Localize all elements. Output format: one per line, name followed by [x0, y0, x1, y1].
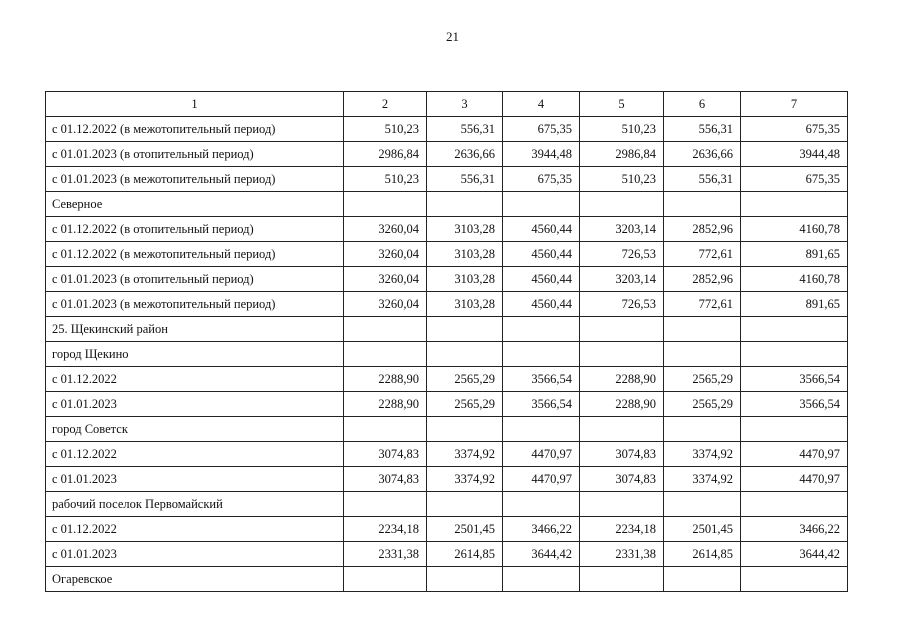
- value-cell: 510,23: [580, 167, 664, 192]
- value-cell: 2288,90: [580, 367, 664, 392]
- table-row: [46, 317, 848, 342]
- value-cell: 4470,97: [741, 467, 848, 492]
- value-cell: 3074,83: [580, 442, 664, 467]
- value-cell: 2501,45: [427, 517, 503, 542]
- value-cell: [344, 492, 427, 517]
- value-cell: [664, 567, 741, 592]
- value-cell: 3103,28: [427, 217, 503, 242]
- row-label: с 01.12.2022 (в межотопительный период): [46, 242, 344, 267]
- row-label: с 01.12.2022: [46, 442, 344, 467]
- row-label: город Советск: [46, 417, 344, 442]
- value-cell: 2614,85: [427, 542, 503, 567]
- row-label: с 01.01.2023 (в межотопительный период): [46, 292, 344, 317]
- value-cell: 726,53: [580, 242, 664, 267]
- table-row: [46, 117, 848, 142]
- value-cell: [344, 317, 427, 342]
- value-cell: [741, 317, 848, 342]
- value-cell: [427, 492, 503, 517]
- value-cell: 2331,38: [580, 542, 664, 567]
- table-row: [46, 192, 848, 217]
- value-cell: [580, 192, 664, 217]
- value-cell: 3566,54: [741, 392, 848, 417]
- header-cell-3: 3: [427, 92, 503, 117]
- value-cell: 726,53: [580, 292, 664, 317]
- value-cell: [741, 192, 848, 217]
- value-cell: 3260,04: [344, 242, 427, 267]
- table-row: [46, 542, 848, 567]
- row-label: Огаревское: [46, 567, 344, 592]
- row-label: Северное: [46, 192, 344, 217]
- table-row: [46, 442, 848, 467]
- value-cell: 4470,97: [503, 442, 580, 467]
- value-cell: 3074,83: [344, 442, 427, 467]
- row-label: с 01.12.2022 (в отопительный период): [46, 217, 344, 242]
- value-cell: 556,31: [427, 167, 503, 192]
- value-cell: 3103,28: [427, 242, 503, 267]
- row-label: с 01.01.2023 (в межотопительный период): [46, 167, 344, 192]
- value-cell: 3103,28: [427, 267, 503, 292]
- value-cell: 2234,18: [580, 517, 664, 542]
- value-cell: [344, 192, 427, 217]
- value-cell: [427, 192, 503, 217]
- value-cell: [427, 567, 503, 592]
- row-label: с 01.01.2023: [46, 392, 344, 417]
- header-cell-4: 4: [503, 92, 580, 117]
- row-label: с 01.12.2022: [46, 367, 344, 392]
- value-cell: [664, 317, 741, 342]
- value-cell: 3466,22: [741, 517, 848, 542]
- value-cell: 3074,83: [580, 467, 664, 492]
- value-cell: [741, 567, 848, 592]
- value-cell: 2565,29: [427, 367, 503, 392]
- value-cell: 2636,66: [427, 142, 503, 167]
- table-row: [46, 167, 848, 192]
- value-cell: 2565,29: [664, 392, 741, 417]
- value-cell: 556,31: [664, 167, 741, 192]
- value-cell: 891,65: [741, 292, 848, 317]
- table-row: [46, 467, 848, 492]
- header-cell-1: 1: [46, 92, 344, 117]
- value-cell: 675,35: [503, 117, 580, 142]
- value-cell: 2288,90: [344, 367, 427, 392]
- value-cell: 3374,92: [664, 467, 741, 492]
- table-row: [46, 417, 848, 442]
- value-cell: [503, 192, 580, 217]
- value-cell: [344, 342, 427, 367]
- value-cell: [580, 317, 664, 342]
- value-cell: 2288,90: [580, 392, 664, 417]
- value-cell: 4560,44: [503, 292, 580, 317]
- value-cell: 2565,29: [664, 367, 741, 392]
- header-cell-7: 7: [741, 92, 848, 117]
- value-cell: 3466,22: [503, 517, 580, 542]
- value-cell: 4470,97: [503, 467, 580, 492]
- value-cell: 3260,04: [344, 292, 427, 317]
- table-header: [46, 92, 848, 117]
- value-cell: 891,65: [741, 242, 848, 267]
- value-cell: 510,23: [344, 117, 427, 142]
- table-row: [46, 392, 848, 417]
- table-body: [46, 117, 848, 592]
- table-row: [46, 242, 848, 267]
- value-cell: 510,23: [580, 117, 664, 142]
- value-cell: 4560,44: [503, 267, 580, 292]
- value-cell: 772,61: [664, 242, 741, 267]
- value-cell: [344, 567, 427, 592]
- value-cell: 3203,14: [580, 267, 664, 292]
- value-cell: 2565,29: [427, 392, 503, 417]
- row-label: рабочий поселок Первомайский: [46, 492, 344, 517]
- value-cell: 2331,38: [344, 542, 427, 567]
- value-cell: 3644,42: [741, 542, 848, 567]
- value-cell: 4160,78: [741, 267, 848, 292]
- value-cell: 4160,78: [741, 217, 848, 242]
- row-label: с 01.01.2023 (в отопительный период): [46, 267, 344, 292]
- value-cell: [427, 342, 503, 367]
- value-cell: 3260,04: [344, 267, 427, 292]
- table-row: [46, 142, 848, 167]
- value-cell: [580, 417, 664, 442]
- table-row: [46, 267, 848, 292]
- value-cell: [503, 317, 580, 342]
- value-cell: [503, 342, 580, 367]
- value-cell: [664, 342, 741, 367]
- value-cell: 3374,92: [427, 442, 503, 467]
- table-row: [46, 517, 848, 542]
- value-cell: 3566,54: [741, 367, 848, 392]
- value-cell: [741, 492, 848, 517]
- row-label: 25. Щекинский район: [46, 317, 344, 342]
- value-cell: 772,61: [664, 292, 741, 317]
- value-cell: [580, 567, 664, 592]
- value-cell: 2852,96: [664, 217, 741, 242]
- table-row: [46, 567, 848, 592]
- value-cell: 4560,44: [503, 242, 580, 267]
- value-cell: 556,31: [427, 117, 503, 142]
- value-cell: 675,35: [741, 167, 848, 192]
- value-cell: [664, 192, 741, 217]
- value-cell: [503, 567, 580, 592]
- value-cell: 3074,83: [344, 467, 427, 492]
- value-cell: 556,31: [664, 117, 741, 142]
- table-row: [46, 492, 848, 517]
- page-number: 21: [446, 29, 459, 44]
- value-cell: 3103,28: [427, 292, 503, 317]
- table-row: [46, 342, 848, 367]
- header-cell-6: 6: [664, 92, 741, 117]
- tariff-table: [45, 91, 848, 592]
- value-cell: 2501,45: [664, 517, 741, 542]
- row-label: с 01.12.2022: [46, 517, 344, 542]
- value-cell: [427, 317, 503, 342]
- header-row: [46, 92, 848, 117]
- value-cell: 2636,66: [664, 142, 741, 167]
- value-cell: 3944,48: [503, 142, 580, 167]
- value-cell: [741, 417, 848, 442]
- value-cell: [503, 492, 580, 517]
- value-cell: [741, 342, 848, 367]
- value-cell: [344, 417, 427, 442]
- table-row: [46, 217, 848, 242]
- value-cell: 3944,48: [741, 142, 848, 167]
- table-row: [46, 292, 848, 317]
- value-cell: 2852,96: [664, 267, 741, 292]
- value-cell: 3203,14: [580, 217, 664, 242]
- header-cell-5: 5: [580, 92, 664, 117]
- value-cell: [580, 492, 664, 517]
- value-cell: 3566,54: [503, 367, 580, 392]
- value-cell: [503, 417, 580, 442]
- value-cell: 3374,92: [664, 442, 741, 467]
- value-cell: 675,35: [741, 117, 848, 142]
- value-cell: 2986,84: [344, 142, 427, 167]
- header-cell-2: 2: [344, 92, 427, 117]
- value-cell: 3644,42: [503, 542, 580, 567]
- value-cell: 4470,97: [741, 442, 848, 467]
- table-row: [46, 367, 848, 392]
- value-cell: 2614,85: [664, 542, 741, 567]
- value-cell: 675,35: [503, 167, 580, 192]
- value-cell: 3566,54: [503, 392, 580, 417]
- row-label: с 01.01.2023: [46, 467, 344, 492]
- value-cell: [664, 417, 741, 442]
- value-cell: 2288,90: [344, 392, 427, 417]
- row-label: с 01.01.2023 (в отопительный период): [46, 142, 344, 167]
- value-cell: 3374,92: [427, 467, 503, 492]
- value-cell: 4560,44: [503, 217, 580, 242]
- value-cell: 2986,84: [580, 142, 664, 167]
- row-label: с 01.12.2022 (в межотопительный период): [46, 117, 344, 142]
- row-label: с 01.01.2023: [46, 542, 344, 567]
- value-cell: 510,23: [344, 167, 427, 192]
- value-cell: 2234,18: [344, 517, 427, 542]
- value-cell: 3260,04: [344, 217, 427, 242]
- row-label: город Щекино: [46, 342, 344, 367]
- value-cell: [427, 417, 503, 442]
- value-cell: [664, 492, 741, 517]
- value-cell: [580, 342, 664, 367]
